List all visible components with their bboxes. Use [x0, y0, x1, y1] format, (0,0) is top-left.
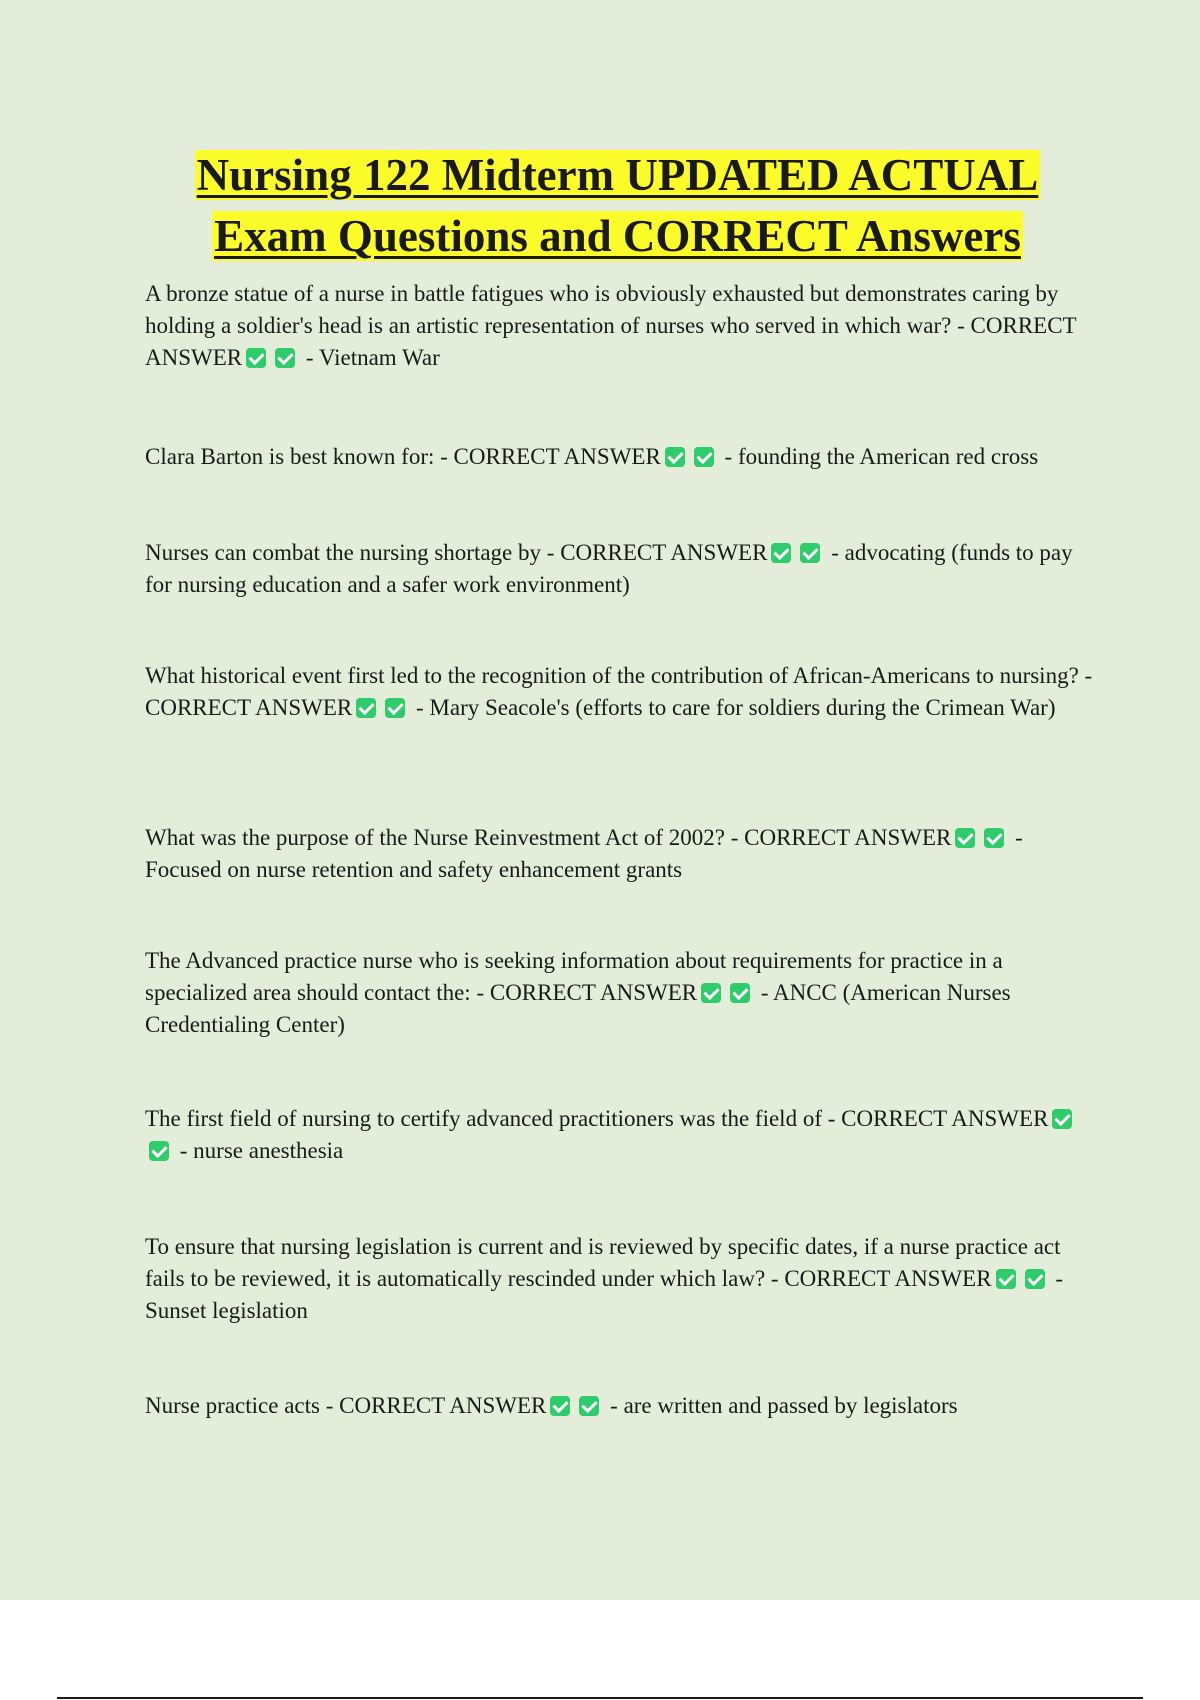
answer-text: nurse anesthesia [193, 1138, 344, 1163]
checkmark-icon [996, 1269, 1016, 1289]
answer-text: founding the American red cross [737, 444, 1039, 469]
checkmark-icon [771, 543, 791, 563]
checkmark-icon [665, 447, 685, 467]
checkmark-icon [1025, 1269, 1045, 1289]
question-text: What was the purpose of the Nurse Reinvestment Act of 2002? [145, 825, 725, 850]
correct-answer-label: CORRECT ANSWER [560, 540, 768, 565]
page-title [60, 145, 1175, 267]
answer-text: ANCC (American Nurses Credentialing Center) [145, 980, 1011, 1037]
answer-text: are written and passed by legislators [623, 1393, 958, 1418]
question-text: The Advanced practice nurse who is seeking information about requirements for practice in a specialized area should contact the: [145, 948, 1003, 1005]
question-text: To ensure that nursing legislation is current and is reviewed by specific dates, if a nurse practice act fails to be reviewed, it is automatically rescinded under which law? [145, 1234, 1061, 1291]
qa-item: Clara Barton is best known for: - CORRECT ANSWER - founding the American red cross [145, 444, 1039, 469]
checkmark-icon [579, 1396, 599, 1416]
question-text: What historical event first led to the recognition of the contribution of African-Americans to nursing? [145, 663, 1079, 688]
qa-item: A bronze statue of a nurse in battle fatigues who is obviously exhausted but demonstrates caring by holding a soldier's head is an artistic representation of nurses who served in which war? - CORRECT ANSWER - Vietnam War [145, 281, 1077, 370]
qa-item: The first field of nursing to certify advanced practitioners was the field of - CORRECT ANSWER - nurse anesthesia [145, 1103, 1095, 1167]
correct-answer-label: CORRECT ANSWER [145, 313, 1077, 370]
checkmark-icon [385, 698, 405, 718]
correct-answer-label: CORRECT ANSWER [744, 825, 952, 850]
qa-item: What historical event first led to the recognition of the contribution of African-Americans to nursing? - CORRECT ANSWER - Mary Seacole's (efforts to care for soldiers during the Crimean War) [145, 663, 1093, 720]
checkmark-icon [246, 348, 266, 368]
checkmark-icon [149, 1141, 169, 1161]
answer-text: Mary Seacole's (efforts to care for soldiers during the Crimean War) [429, 695, 1056, 720]
footer-divider [57, 1697, 1143, 1699]
checkmark-icon [694, 447, 714, 467]
title-line-1: Nursing 122 Midterm UPDATED ACTUAL [196, 150, 1039, 200]
correct-answer-label: CORRECT ANSWER [784, 1266, 992, 1291]
qa-item: Nurse practice acts - CORRECT ANSWER - are written and passed by legislators [145, 1393, 958, 1418]
correct-answer-label: CORRECT ANSWER [841, 1106, 1049, 1131]
checkmark-icon [984, 828, 1004, 848]
correct-answer-label: CORRECT ANSWER [453, 444, 661, 469]
question-text: Nurses can combat the nursing shortage by [145, 540, 542, 565]
answer-text: Vietnam War [318, 345, 440, 370]
correct-answer-label: CORRECT ANSWER [145, 695, 353, 720]
qa-item: What was the purpose of the Nurse Reinvestment Act of 2002? - CORRECT ANSWER - Focused on nurse retention and safety enhancement grants [145, 825, 1023, 882]
checkmark-icon [701, 983, 721, 1003]
checkmark-icon [730, 983, 750, 1003]
qa-item: Nurses can combat the nursing shortage by - CORRECT ANSWER - advocating (funds to pay for nursing education and a safer work environment) [145, 540, 1073, 597]
answer-text: advocating (funds to pay for nursing education and a safer work environment) [145, 540, 1073, 597]
checkmark-icon [1052, 1109, 1072, 1129]
answer-text: Focused on nurse retention and safety enhancement grants [145, 857, 683, 882]
title-line-2: Exam Questions and CORRECT Answers [214, 211, 1021, 261]
question-text: Clara Barton is best known for: [145, 444, 435, 469]
question-text: The first field of nursing to certify advanced practitioners was the field of [145, 1106, 822, 1131]
answer-text: Sunset legislation [145, 1298, 308, 1323]
qa-item: The Advanced practice nurse who is seeking information about requirements for practice in a specialized area should contact the: - CORRECT ANSWER - ANCC (American Nurses Credentialing Center) [145, 948, 1011, 1037]
question-text: Nurse practice acts [145, 1393, 320, 1418]
checkmark-icon [955, 828, 975, 848]
checkmark-icon [356, 698, 376, 718]
checkmark-icon [800, 543, 820, 563]
correct-answer-label: CORRECT ANSWER [339, 1393, 547, 1418]
checkmark-icon [550, 1396, 570, 1416]
checkmark-icon [275, 348, 295, 368]
qa-item: To ensure that nursing legislation is current and is reviewed by specific dates, if a nurse practice act fails to be reviewed, it is automatically rescinded under which law? - CORRECT ANSWER - Sunset legislation [145, 1234, 1063, 1323]
question-text: A bronze statue of a nurse in battle fatigues who is obviously exhausted but demonstrates caring by holding a soldier's head is an artistic representation of nurses who served in which war? [145, 281, 1059, 338]
correct-answer-label: CORRECT ANSWER [489, 980, 698, 1005]
